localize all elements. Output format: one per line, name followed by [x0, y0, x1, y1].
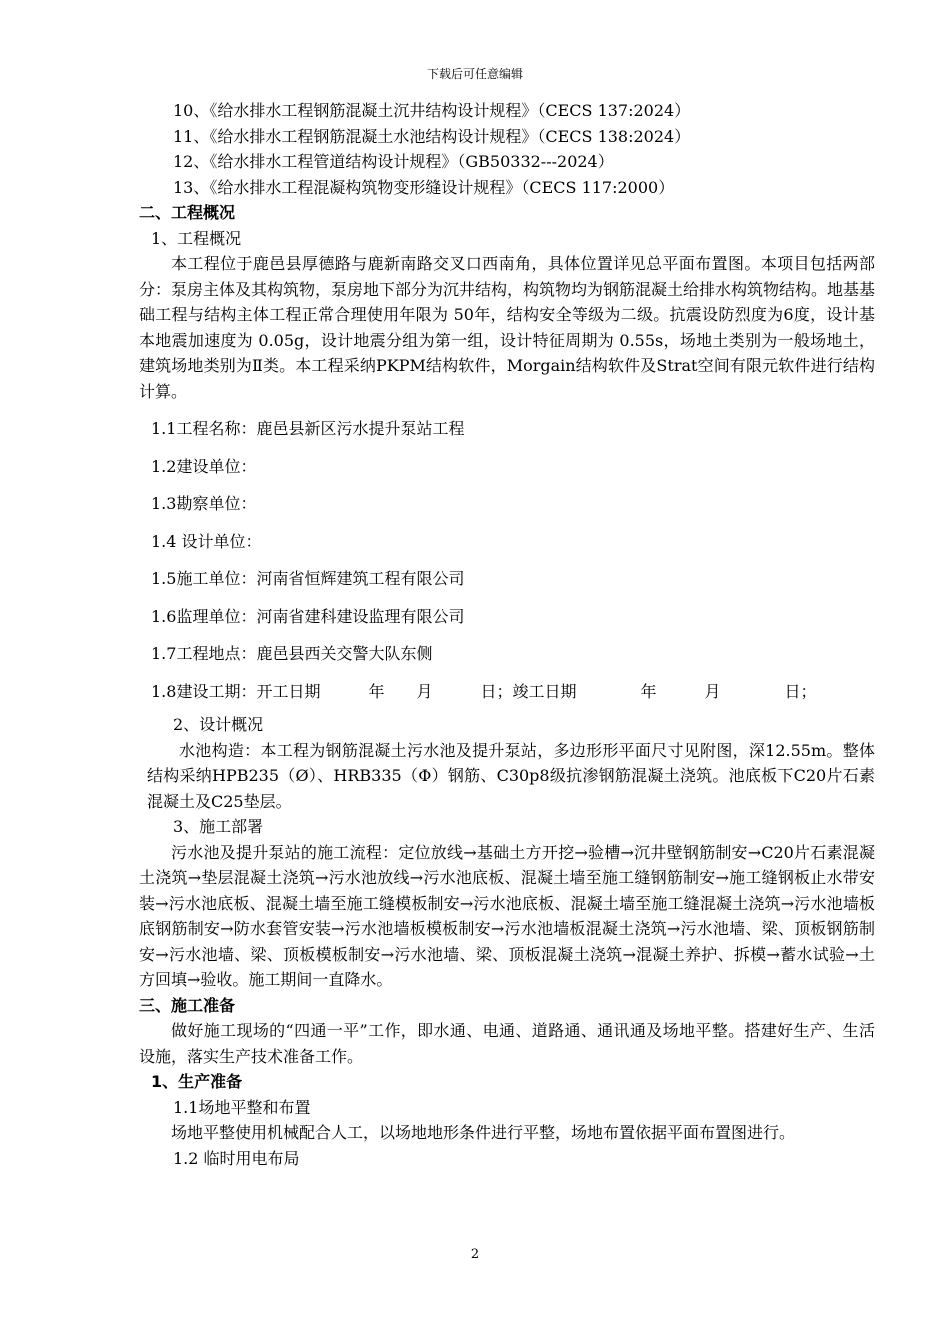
project-info-item: 1.1工程名称：鹿邑县新区污水提升泵站工程: [151, 419, 465, 438]
project-info-item: 1.3勘察单位：: [151, 494, 257, 513]
overview-paragraph: 本工程位于鹿邑县厚德路与鹿新南路交叉口西南角，具体位置详见总平面布置图。本项目包括两部分：泵房主体及其构筑物，泵房地下部分为沉井结构，构筑物均为钢筋混凝土给排水构筑物结构。地基基础工程与结构主体工程正常合理使用年限为 50年，结构安全等级为二级。抗震设防烈度为6度，设计基本地震加速度为 0.05g，设计地震分组为第一组，设计特征周期为 0.55s，场地土类别为一般场地土，建筑场地类别为Ⅱ类。本工程采纳PKPM结构软件，Morgain结构软件及Strat空间有限元软件进行结构计算。: [139, 254, 876, 401]
project-info-list: [139, 410, 875, 710]
item-heading: 1.1场地平整和布置: [173, 1097, 311, 1117]
subsection-heading: 1、工程概况: [151, 228, 242, 248]
reference-item: 11、《给水排水工程钢筋混凝土水池结构设计规程》（CECS 138:2024）: [173, 126, 691, 146]
project-info-item: 1.7工程地点：鹿邑县西关交警大队东侧: [151, 644, 433, 663]
reference-item: 10、《给水排水工程钢筋混凝土沉井结构设计规程》（CECS 137:2024）: [173, 101, 691, 120]
reference-item: 13、《给水排水工程混凝构筑物变形缝设计规程》（CECS 117:2000）: [173, 177, 675, 197]
page-header: 下载后可任意编辑: [426, 67, 523, 81]
project-info-item: 1.2建设单位：: [151, 456, 257, 476]
item-heading: 1.2 临时用电布局: [173, 1148, 300, 1168]
subsection-heading: 3、施工部署: [173, 817, 264, 836]
design-paragraph: 水池构造：本工程为钢筋混凝土污水池及提升泵站，多边形形平面尺寸见附图，深12.55m。整体结构采纳HPB235（Ø）、HRB335（Φ）钢筋、C30p8级抗渗钢筋混凝土浇筑。池底板下C20片石素混凝土及C25垫层。: [147, 740, 875, 811]
deployment-paragraph: 污水池及提升泵站的施工流程：定位放线→基础土方开挖→验槽→沉井壁钢筋制安→C20片石素混凝土浇筑→垫层混凝土浇筑→污水池放线→污水池底板、混凝土墙至施工缝钢筋制安→施工缝钢板止水带安装→污水池底板、混凝土墙至施工缝模板制安→污水池底板、混凝土墙至施工缝混凝土浇筑→污水池墙板底钢筋制安→防水套管安装→污水池墙板模板制安→污水池墙板混凝土浇筑→污水池墙、梁、顶板钢筋制安→污水池墙、梁、顶板模板制安→污水池墙、梁、顶板混凝土浇筑→混凝土养护、拆模→蓄水试验→土方回填→验收。施工期间一直降水。: [139, 842, 875, 989]
project-info-item: 1.8建设工期：开工日期 年 月 日；竣工日期 年 月 日；: [151, 681, 817, 701]
project-info-item: 1.6监理单位：河南省建科建设监理有限公司: [151, 606, 465, 626]
page-number: 2: [470, 1247, 480, 1262]
reference-item: 12、《给水排水工程管道结构设计规程》（GB50332---2024）: [173, 152, 614, 171]
project-info-item: 1.4 设计单位：: [151, 531, 262, 551]
document-body: [139, 98, 875, 1171]
preparation-paragraph: 做好施工现场的“四通一平”工作，即水通、电通、道路通、通讯通及场地平整。搭建好生产、生活设施，落实生产技术准备工作。: [139, 1021, 875, 1066]
section-heading: 二、工程概况: [139, 203, 236, 222]
subsection-heading: 1、生产准备: [151, 1072, 243, 1091]
site-paragraph: 场地平整使用机械配合人工，以场地地形条件进行平整，场地布置依据平面布置图进行。: [171, 1123, 796, 1142]
subsection-heading: 2、设计概况: [173, 715, 264, 734]
project-info-item: 1.5施工单位：河南省恒辉建筑工程有限公司: [151, 569, 465, 588]
section-heading: 三、施工准备: [139, 995, 236, 1015]
reference-list: [139, 98, 875, 200]
